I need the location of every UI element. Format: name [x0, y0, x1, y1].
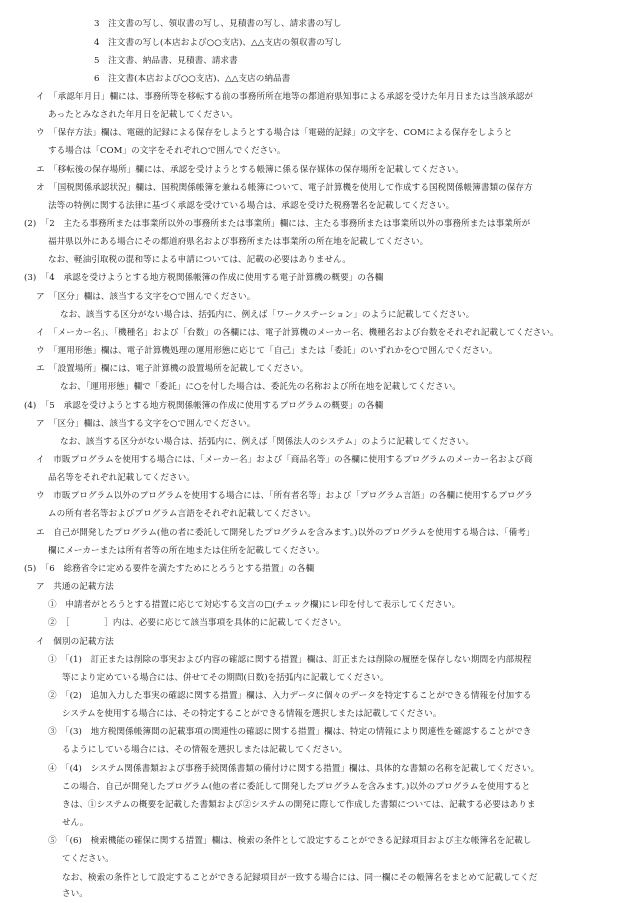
text-line: 欄にメーカーまたは所有者等の所在地または住所を記載してください。 — [48, 546, 325, 556]
text-line: 4 注文書の写し(本店および○○支店)、△△支店の領収書の写し — [94, 38, 343, 48]
text-line: エ 「設置場所」欄には、電子計算機の設置場所を記載してください。 — [36, 364, 309, 374]
text-line: イ 個別の記載方法 — [36, 637, 114, 647]
text-line: (3) 「4 承認を受けようとする地方税関係帳簿の作成に使用する電子計算機の概要」の各欄 — [24, 273, 384, 283]
text-line: イ 市販プログラムを使用する場合には、「メーカー名」および「商品名等」の各欄に使用するプログラムのメーカー名および商 — [36, 455, 533, 465]
text-line: ア 「区分」欄は、該当する文字を○で囲んでください。 — [36, 292, 256, 302]
text-line: オ 「国税関係承認状況」欄は、国税関係帳簿を兼ねる帳簿について、電子計算機を使用して作成する国税関係帳簿書類の保存方 — [36, 183, 533, 193]
text-line: ④ 「(4) システム関係書類および事務手続関係書類の備付けに関する措置」欄は、具体的な書類の名称を記載してください。 — [48, 764, 540, 774]
text-line: てください。 — [62, 854, 114, 864]
text-line: ウ 「運用形態」欄は、電子計算機処理の運用形態に応じて「自己」または「委託」のいずれかを○で囲んでください。 — [36, 346, 498, 356]
text-line: 5 注文書、納品書、見積書、請求書 — [94, 56, 238, 66]
text-line: (2) 「2 主たる事務所または事業所以外の事務所または事業所」欄には、主たる事務所または事業所以外の事務所または事業所が — [24, 219, 531, 229]
text-line: きは、①システムの概要を記載した書類および②システムの開発に際して作成した書類については、記載する必要はありま — [62, 800, 536, 810]
text-line: この場合、自己が開発したプログラム(他の者に委託して開発したプログラムを含みます。)以外のプログラムを使用すると — [62, 782, 531, 792]
text-line: るようにしている場合には、その情報を選択しまたは記載してください。 — [62, 745, 348, 755]
text-line: なお、検索の条件として設定することができる記録項目が一致する場合には、同一欄にその帳簿名をまとめて記載してくだ — [62, 873, 538, 883]
text-line: エ 自己が開発したプログラム(他の者に委託して開発したプログラムを含みます。)以外のプログラムを使用する場合は、「備考」 — [36, 528, 535, 538]
text-line: エ 「移転後の保存場所」欄には、承認を受けようとする帳簿に係る保存媒体の保存場所を記載してください。 — [36, 165, 464, 175]
text-line: ウ 市販プログラム以外のプログラムを使用する場合には、「所有者名等」および「プログラム言語」の各欄に使用するプログラ — [36, 491, 533, 501]
text-line: さい。 — [62, 889, 88, 899]
text-line: なお、該当する区分がない場合は、括弧内に、例えば「関係法人のシステム」のように記載してください。 — [60, 437, 475, 447]
text-line: なお、該当する区分がない場合は、括弧内に、例えば「ワークステーション」のように記載してください。 — [60, 310, 475, 320]
text-line: 6 注文書(本店および○○支店)、△△支店の納品書 — [94, 74, 291, 84]
text-line: する場合は「COM」の文字をそれぞれ○で囲んでください。 — [48, 146, 286, 156]
text-line: (5) 「6 総務省令に定める要件を満たすためにとろうとする措置」の各欄 — [24, 564, 315, 574]
text-line: 3 注文書の写し、領収書の写し、見積書の写し、請求書の写し — [94, 19, 342, 29]
text-line: 法等の特例に関する法律に基づく承認を受けている場合は、承認を受けた税務署名を記載してください。 — [48, 201, 455, 211]
text-line: (4) 「5 承認を受けようとする地方税関係帳簿の作成に使用するプログラムの概要」の各欄 — [24, 401, 384, 411]
text-line: あったとみなされた年月日を記載してください。 — [48, 110, 239, 120]
text-line: ② ［ ］内は、必要に応じて該当事項を具体的に記載してください。 — [48, 618, 347, 628]
text-line: 等により定めている場合には、併せてその期間(日数)を括弧内に記載してください。 — [62, 673, 389, 683]
text-line: 品名等をそれぞれ記載してください。 — [48, 473, 195, 483]
text-line: ア 共通の記載方法 — [36, 582, 114, 592]
text-line: ⑤ 「(6) 検索機能の確保に関する措置」欄は、検索の条件として設定することができる記録項目および主な帳簿名を記載し — [48, 836, 532, 846]
text-line: ウ 「保存方法」欄は、電磁的記録による保存をしようとする場合は「電磁的記録」の文字を、COMによる保存をしようと — [36, 128, 513, 138]
text-line: システムを使用する場合には、その特定することができる情報を選択しまたは記載してください。 — [62, 709, 442, 719]
text-line: ③ 「(3) 地方税関係帳簿間の記載事項の関連性の確認に関する措置」欄は、特定の情報により関連性を確認することができ — [48, 727, 532, 737]
text-line: ア 「区分」欄は、該当する文字を○で囲んでください。 — [36, 419, 256, 429]
text-line: ムの所有者名等およびプログラム言語をそれぞれ記載してください。 — [48, 509, 316, 519]
text-line: なお、「運用形態」欄で「委託」に○を付した場合は、委託先の名称および所在地を記載してください。 — [60, 382, 461, 392]
text-line: イ 「承認年月日」欄には、事務所等を移転する前の事務所所在地等の都道府県知事による承認を受けた年月日または当該承認が — [36, 92, 534, 102]
text-line: ① 申請者がとろうとする措置に応じて対応する文言の□(チェック欄)にレ印を付して表示してください。 — [48, 600, 461, 610]
text-line: イ 「メーカー名」、「機種名」および「台数」の各欄には、電子計算機のメーカー名、機種名および台数をそれぞれ記載してください。 — [36, 328, 559, 338]
text-line: ① 「(1) 訂正または削除の事実および内容の確認に関する措置」欄は、訂正または削除の履歴を保存しない期間を内部規程 — [48, 655, 532, 665]
text-line: なお、軽油引取税の混和等による申請については、記載の必要はありません。 — [48, 255, 351, 265]
text-line: せん。 — [62, 818, 89, 828]
text-line: 福井県以外にある場合にその都道府県名および事務所または事業所の所在地を記載してください。 — [48, 237, 429, 247]
text-line: ② 「(2) 追加入力した事実の確認に関する措置」欄は、入力データに個々のデータを特定することができる情報を付加する — [48, 691, 532, 701]
